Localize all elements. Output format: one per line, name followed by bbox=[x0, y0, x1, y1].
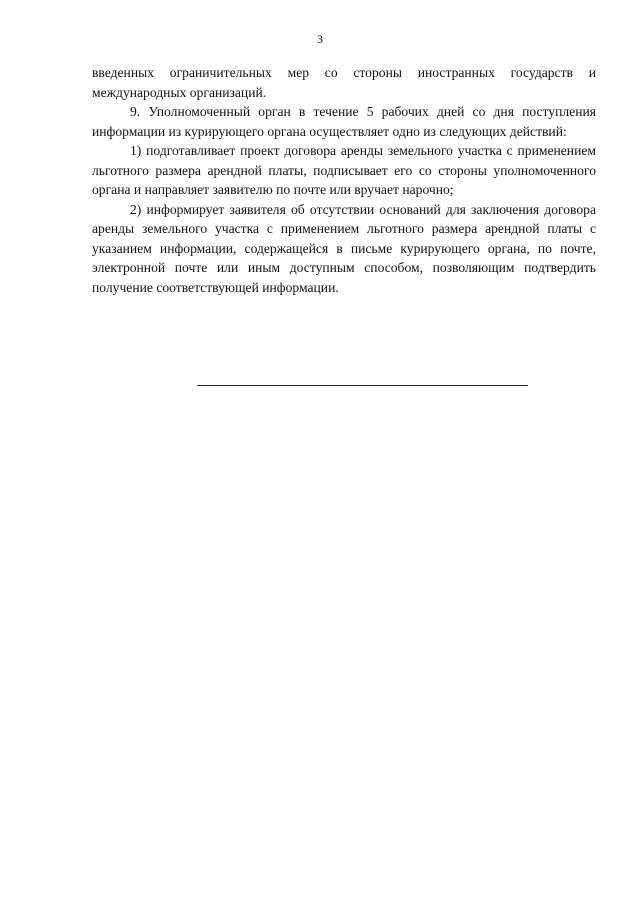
page-number: 3 bbox=[317, 32, 323, 46]
paragraph-subitem-2: 2) информирует заявителя об отсутствии оснований для заключения договора аренды земельного участка с применением льготного размера арендной платы с указанием информации, содержащейся в письме курирующего органа, по почте, электронной почте или иным доступным способом, позволяющим подтвердить получение соответствующей информации. bbox=[92, 201, 596, 295]
paragraph-continuation: введенных ограничительных мер со стороны иностранных государств и международных организаций. bbox=[92, 65, 596, 100]
document-body bbox=[92, 63, 596, 297]
paragraph-item-9: 9. Уполномоченный орган в течение 5 рабочих дней со дня поступления информации из курирующего органа осуществляет одно из следующих действий: bbox=[92, 104, 596, 139]
end-separator-line bbox=[197, 385, 528, 386]
paragraph-subitem-1: 1) подготавливает проект договора аренды земельного участка с применением льготного размера арендной платы, подписывает его со стороны уполномоченного органа и направляет заявителю по почте или вручает нарочно; bbox=[92, 143, 596, 197]
